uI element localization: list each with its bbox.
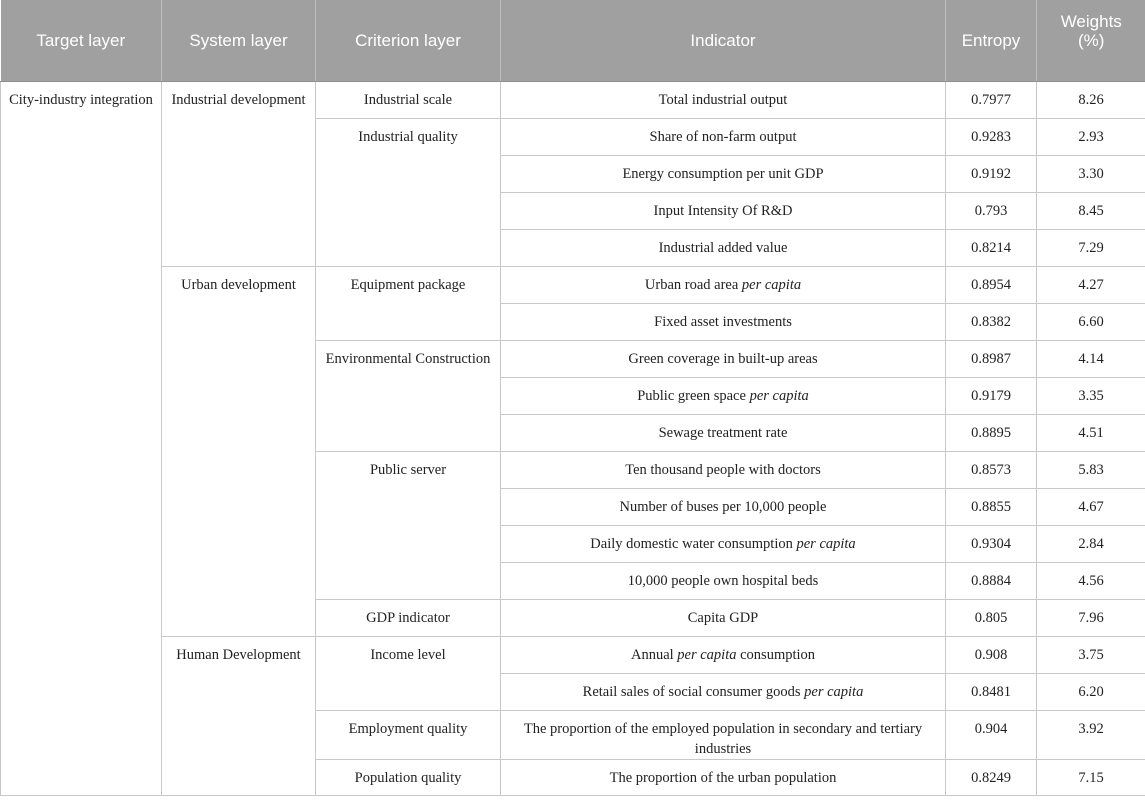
target-layer-cell: City-industry integration <box>1 82 162 796</box>
indicator-cell: Number of buses per 10,000 people <box>501 489 946 526</box>
weight-cell: 3.92 <box>1037 711 1145 760</box>
indicator-text: Urban road area <box>644 277 742 293</box>
criterion-industrial-quality: Industrial quality <box>316 119 501 267</box>
header-target-layer: Target layer <box>1 0 162 82</box>
indicator-cell: Ten thousand people with doctors <box>501 452 946 489</box>
criterion-income-level: Income level <box>316 637 501 711</box>
indicator-text: Public green space <box>637 388 750 404</box>
indicator-cell: Sewage treatment rate <box>501 415 946 452</box>
entropy-cell: 0.8573 <box>946 452 1037 489</box>
criterion-population-quality: Population quality <box>316 760 501 796</box>
indicator-cell: Industrial added value <box>501 230 946 267</box>
indicator-cell: Fixed asset investments <box>501 304 946 341</box>
weight-cell: 7.15 <box>1037 760 1145 796</box>
indicator-cell: Input Intensity Of R&D <box>501 193 946 230</box>
weight-cell: 8.26 <box>1037 82 1145 119</box>
entropy-cell: 0.9179 <box>946 378 1037 415</box>
weight-cell: 3.30 <box>1037 156 1145 193</box>
entropy-cell: 0.7977 <box>946 82 1037 119</box>
indicator-cell <box>501 674 946 711</box>
entropy-cell: 0.8249 <box>946 760 1037 796</box>
indicator-cell: 10,000 people own hospital beds <box>501 563 946 600</box>
weight-cell: 4.67 <box>1037 489 1145 526</box>
criterion-equipment-package: Equipment package <box>316 267 501 341</box>
system-urban-development: Urban development <box>162 267 316 637</box>
header-weights-line2: (%) <box>1078 31 1105 50</box>
entropy-cell: 0.9283 <box>946 119 1037 156</box>
indicator-text: Retail sales of social consumer goods <box>582 684 805 700</box>
table-row <box>1 637 1145 674</box>
header-weights-line1: Weights <box>1060 12 1122 31</box>
indicator-cell <box>501 267 946 304</box>
entropy-cell: 0.8895 <box>946 415 1037 452</box>
criterion-gdp-indicator: GDP indicator <box>316 600 501 637</box>
criterion-industrial-scale: Industrial scale <box>316 82 501 119</box>
header-entropy: Entropy <box>946 0 1037 82</box>
entropy-cell: 0.908 <box>946 637 1037 674</box>
weight-cell: 5.83 <box>1037 452 1145 489</box>
indicator-italic: per capita <box>796 536 856 552</box>
entropy-cell: 0.9192 <box>946 156 1037 193</box>
header-row <box>1 0 1145 82</box>
indicator-italic: per capita <box>804 684 864 700</box>
weight-cell: 4.14 <box>1037 341 1145 378</box>
criterion-environmental-construction: Environmental Construction <box>316 341 501 452</box>
table-body <box>1 82 1145 796</box>
weight-cell: 6.60 <box>1037 304 1145 341</box>
system-human-development: Human Development <box>162 637 316 796</box>
entropy-cell: 0.793 <box>946 193 1037 230</box>
weight-cell: 7.96 <box>1037 600 1145 637</box>
indicator-italic: per capita <box>749 388 809 404</box>
entropy-cell: 0.8382 <box>946 304 1037 341</box>
weight-cell: 4.51 <box>1037 415 1145 452</box>
entropy-cell: 0.8884 <box>946 563 1037 600</box>
system-industrial-development: Industrial development <box>162 82 316 267</box>
indicator-cell: Share of non-farm output <box>501 119 946 156</box>
weight-cell: 3.35 <box>1037 378 1145 415</box>
header-weights <box>1037 0 1145 82</box>
indicator-cell: The proportion of the urban population <box>501 760 946 796</box>
criterion-employment-quality: Employment quality <box>316 711 501 760</box>
entropy-cell: 0.904 <box>946 711 1037 760</box>
entropy-cell: 0.805 <box>946 600 1037 637</box>
header-system-layer: System layer <box>162 0 316 82</box>
weight-cell: 3.75 <box>1037 637 1145 674</box>
indicator-cell <box>501 378 946 415</box>
weight-cell: 4.27 <box>1037 267 1145 304</box>
indicator-cell: Total industrial output <box>501 82 946 119</box>
entropy-cell: 0.8987 <box>946 341 1037 378</box>
entropy-cell: 0.8954 <box>946 267 1037 304</box>
entropy-cell: 0.9304 <box>946 526 1037 563</box>
weight-cell: 6.20 <box>1037 674 1145 711</box>
indicator-italic: per capita <box>677 647 737 663</box>
indicator-cell: Capita GDP <box>501 600 946 637</box>
criterion-public-server: Public server <box>316 452 501 600</box>
indicator-cell: The proportion of the employed population in secondary and tertiary industries <box>501 711 946 760</box>
entropy-cell: 0.8855 <box>946 489 1037 526</box>
entropy-cell: 0.8481 <box>946 674 1037 711</box>
weight-cell: 2.84 <box>1037 526 1145 563</box>
indicator-italic: per capita <box>741 277 802 293</box>
table-header <box>1 0 1145 82</box>
table-row <box>1 82 1145 119</box>
indicator-cell: Energy consumption per unit GDP <box>501 156 946 193</box>
weight-cell: 8.45 <box>1037 193 1145 230</box>
weight-cell: 2.93 <box>1037 119 1145 156</box>
indicator-cell: Green coverage in built-up areas <box>501 341 946 378</box>
indicator-text: Daily domestic water consumption <box>590 536 797 552</box>
weight-cell: 4.56 <box>1037 563 1145 600</box>
weight-cell: 7.29 <box>1037 230 1145 267</box>
header-criterion-layer: Criterion layer <box>316 0 501 82</box>
entropy-cell: 0.8214 <box>946 230 1037 267</box>
indicator-text: Annual <box>630 647 678 663</box>
indicator-cell <box>501 526 946 563</box>
indicator-cell <box>501 637 946 674</box>
indicator-text: consumption <box>736 647 816 663</box>
table-row <box>1 267 1145 304</box>
header-indicator: Indicator <box>501 0 946 82</box>
